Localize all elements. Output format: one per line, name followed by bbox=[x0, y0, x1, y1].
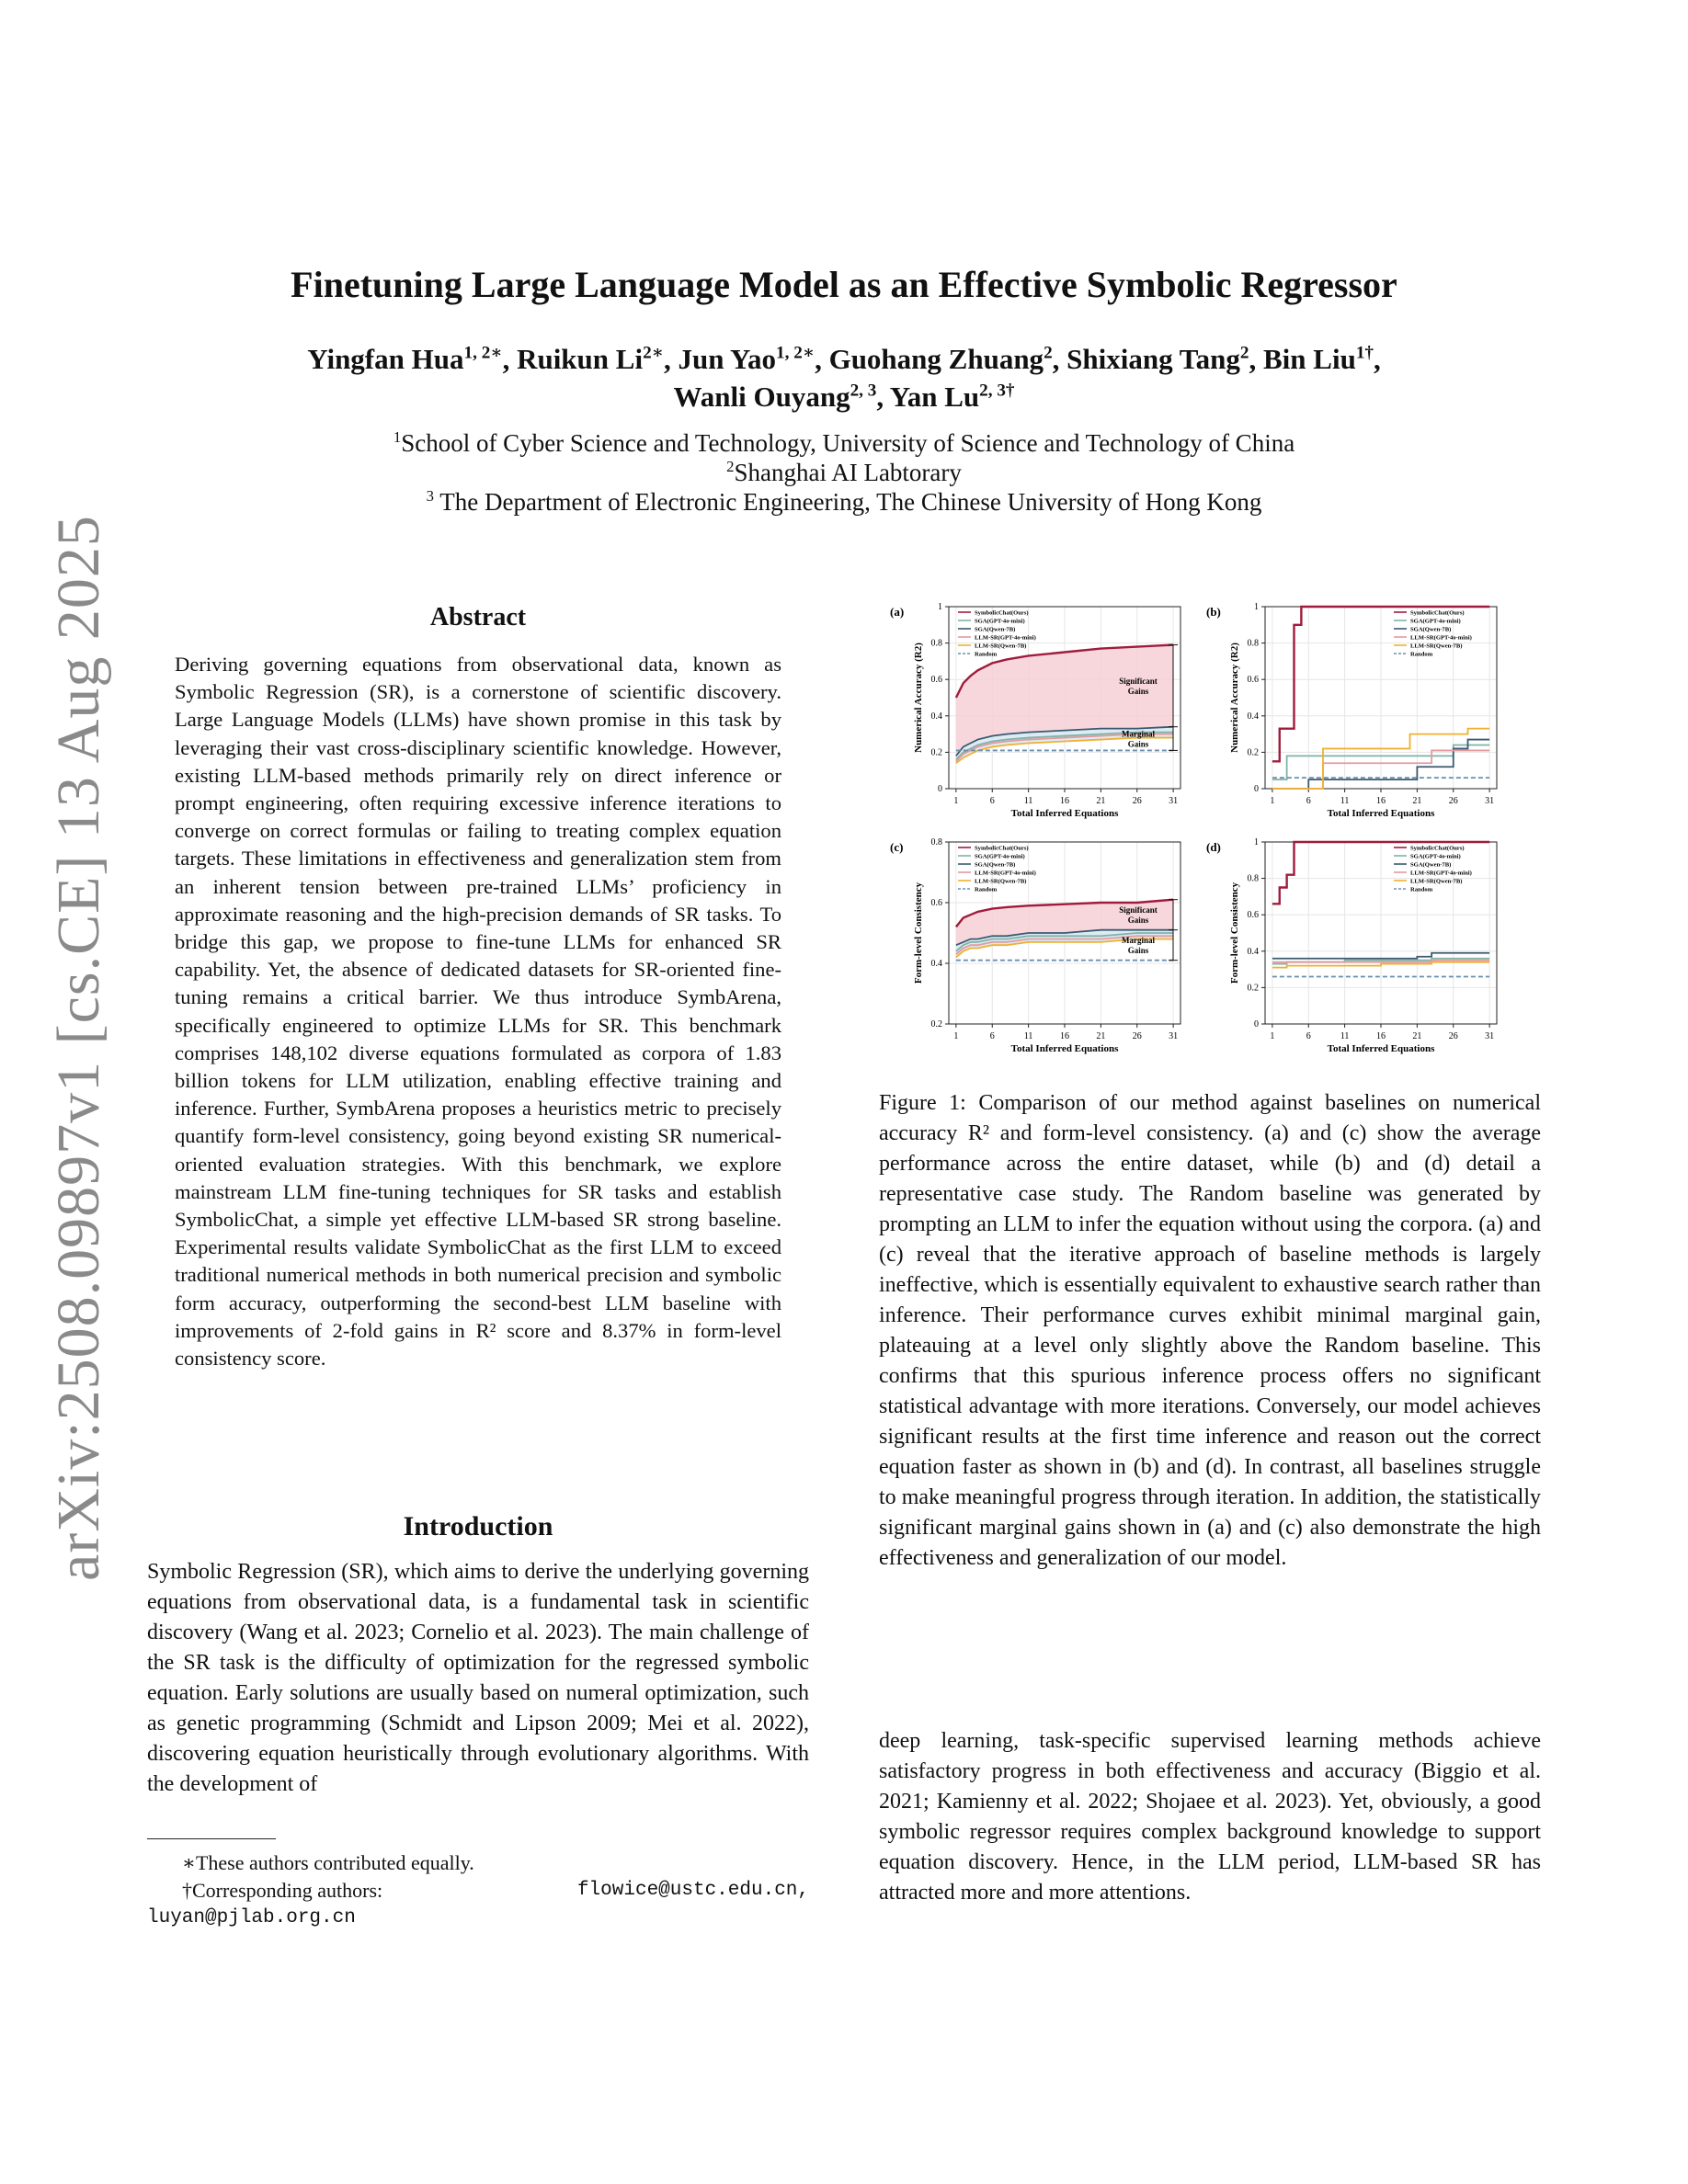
panel-label: (d) bbox=[1206, 840, 1221, 854]
y-axis-label: Numerical Accuracy (R2) bbox=[1229, 643, 1240, 753]
legend-entry: SGA(GPT-4o-mini) bbox=[975, 853, 1025, 860]
legend-entry: SymbolicChat(Ours) bbox=[1410, 845, 1465, 852]
email-link[interactable]: flowice@ustc.edu.cn, bbox=[576, 1880, 809, 1901]
x-axis-label: Total Inferred Equations bbox=[1327, 1043, 1435, 1054]
x-tick-label: 26 bbox=[1448, 796, 1458, 806]
legend-entry: SGA(Qwen-7B) bbox=[975, 861, 1016, 869]
x-axis-label: Total Inferred Equations bbox=[1327, 808, 1435, 819]
y-tick-label: 0.8 bbox=[1247, 873, 1259, 884]
legend-entry: LLM-SR(Qwen-7B) bbox=[975, 643, 1027, 650]
x-tick-label: 1 bbox=[953, 1031, 959, 1041]
x-tick-label: 21 bbox=[1096, 796, 1106, 806]
x-tick-label: 11 bbox=[1340, 1031, 1350, 1041]
annotation-significant: Gains bbox=[1127, 916, 1149, 926]
y-tick-label: 0.6 bbox=[930, 675, 942, 686]
legend-entry: LLM-SR(GPT-4o-mini) bbox=[1410, 634, 1472, 642]
affiliation-1: $^1$School of Cyber Science and Technology, University of Science and Technology of China bbox=[393, 428, 1295, 457]
x-tick-label: 11 bbox=[1023, 796, 1033, 806]
x-tick-label: 6 bbox=[989, 796, 995, 806]
y-tick-label: 0.4 bbox=[1247, 711, 1259, 722]
y-tick-label: 0.8 bbox=[930, 638, 942, 649]
email-link[interactable]: luyan@pjlab.org.cn bbox=[147, 1907, 356, 1928]
y-tick-label: 0.2 bbox=[930, 747, 942, 758]
affiliation-3: $^3$ The Department of Electronic Engineering, The Chinese University of Hong Kong bbox=[426, 487, 1262, 516]
x-tick-label: 1 bbox=[953, 796, 959, 806]
panel-label: (b) bbox=[1206, 605, 1221, 619]
x-tick-label: 1 bbox=[1270, 1031, 1275, 1041]
legend-entry: SymbolicChat(Ours) bbox=[975, 845, 1029, 852]
y-axis-label: Form-level Consistency bbox=[913, 882, 924, 984]
legend-entry: LLM-SR(Qwen-7B) bbox=[1410, 643, 1463, 650]
legend-entry: SGA(GPT-4o-mini) bbox=[975, 618, 1025, 625]
figure-panel-d bbox=[1201, 835, 1504, 1071]
x-tick-label: 16 bbox=[1376, 1031, 1386, 1041]
y-tick-label: 0.6 bbox=[930, 898, 942, 908]
y-tick-label: 0.6 bbox=[1247, 675, 1259, 686]
y-tick-label: 0.2 bbox=[1247, 747, 1259, 758]
panel-label: (a) bbox=[890, 605, 905, 619]
legend-entry: SymbolicChat(Ours) bbox=[975, 609, 1029, 617]
figure-caption: Figure 1: Comparison of our method against baselines on numerical accuracy R² and form-level consistency. (a) and (c) show the average performance across the entire dataset, while (b) and (d) detail a representative case study. The Random baseline was generated by prompting an LLM to infer the equation without using the corpora. (a) and (c) reveal that the iterative approach of baseline methods is largely ineffective, which is essentially equivalent to exhaustive search rather than inference. Their performance curves exhibit minimal marginal gain, plateauing at a level only slightly above the Random baseline. This confirms that this spurious inference process offers no significant statistical advantage with more iterations. Conversely, our model achieves significant results at the first time inference and reason out the correct equation faster as shown in (b) and (d). In contrast, all baselines struggle to make meaningful progress through iteration. In addition, the statistically significant marginal gains shown in (a) and (c) also demonstrate the high effectiveness and generalization of our model. bbox=[879, 1091, 1541, 1570]
y-axis-label: Form-level Consistency bbox=[1229, 882, 1240, 984]
author: Jun Yao$^{1, 2∗}$ bbox=[678, 343, 815, 376]
y-tick-label: 0.6 bbox=[1247, 910, 1259, 921]
y-axis-label: Numerical Accuracy (R2) bbox=[913, 643, 924, 753]
y-tick-label: 0 bbox=[938, 784, 942, 794]
figure-panel-b bbox=[1201, 599, 1504, 836]
x-tick-label: 21 bbox=[1412, 1031, 1422, 1041]
author: Wanli Ouyang$^{2, 3}$ bbox=[673, 381, 877, 413]
paper-title: Finetuning Large Language Model as an Effective Symbolic Regressor bbox=[291, 264, 1397, 305]
legend-entry: SGA(Qwen-7B) bbox=[1410, 626, 1452, 633]
x-tick-label: 6 bbox=[1306, 1031, 1311, 1041]
author-line-2: Wanli Ouyang$^{2, 3}$, Yan $Lu^{2, 3\dagger}$ bbox=[673, 381, 1015, 413]
author: Yingfan Hua$^{1, 2∗}$ bbox=[307, 343, 503, 376]
legend-entry: Random bbox=[975, 886, 998, 893]
author: Shixiang Tang$^2$ bbox=[1066, 343, 1249, 376]
panel-label: (c) bbox=[890, 840, 904, 854]
figure-panel-a bbox=[884, 599, 1188, 836]
y-tick-label: 0.4 bbox=[930, 711, 942, 722]
legend-entry: LLM-SR(Qwen-7B) bbox=[975, 878, 1027, 885]
legend-entry: SGA(Qwen-7B) bbox=[1410, 861, 1452, 869]
x-axis-label: Total Inferred Equations bbox=[1010, 808, 1119, 819]
author: Yan $Lu^{2, 3\dagger}$ bbox=[889, 381, 1015, 413]
y-tick-label: 0.4 bbox=[1247, 946, 1259, 957]
author: Bin Liu$^{1\dagger}$ bbox=[1263, 343, 1374, 376]
chart-d bbox=[1201, 835, 1504, 1066]
abstract-text: Deriving governing equations from observational data, known as Symbolic Regression (SR), is a cornerstone of scientific discovery. Large Language Models (LLMs) have shown promise in this task by leveraging their vast cross-disciplinary scientific knowledge. However, existing LLM-based methods primarily rely on direct inference or prompt engineering, often requiring excessive inference iterations to converge on correct formulas or failing to treating complex equation targets. These limitations in effectiveness and generalization stem from an inherent tension between pre-trained LLMs’ proficiency in approximate reasoning and the high-precision demands of SR tasks. To bridge this gap, we propose to fine-tune LLMs for enhanced SR capability. Yet, the absence of dedicated datasets for SR-oriented fine-tuning remains a critical barrier. We thus introduce SymbArena, specifically engineered to optimize LLMs for SR. This benchmark comprises 148,102 diverse equations formulated as corpora of 1.83 billion tokens for LLM utilization, enabling effective training and inference. Further, SymbArena proposes a heuristics metric to precisely quantify form-level consistency, going beyond existing SR numerical-oriented evaluation strategies. With this benchmark, we explore mainstream LLM fine-tuning techniques for SR tasks and establish SymbolicChat, a simple yet effective LLM-based SR strong baseline. Experimental results validate SymbolicChat as the first LLM to exceed traditional numerical methods in both numerical precision and symbolic form accuracy, outperforming the second-best LLM baseline with improvements of 2-fold gains in R² score and 8.37% in form-level consistency score. bbox=[175, 653, 781, 1371]
legend-entry: LLM-SR(Qwen-7B) bbox=[1410, 878, 1463, 885]
x-tick-label: 26 bbox=[1132, 1031, 1142, 1041]
y-tick-label: 0.8 bbox=[1247, 638, 1259, 649]
y-tick-label: 0 bbox=[1254, 1019, 1259, 1029]
introduction-heading: Introduction bbox=[403, 1511, 553, 1541]
annotation-significant: Significant bbox=[1119, 905, 1158, 916]
chart-c bbox=[884, 835, 1188, 1066]
y-tick-label: 0.4 bbox=[930, 959, 942, 969]
x-tick-label: 26 bbox=[1132, 796, 1142, 806]
x-tick-label: 26 bbox=[1448, 1031, 1458, 1041]
annotation-significant: Significant bbox=[1119, 677, 1158, 687]
legend-entry: SGA(GPT-4o-mini) bbox=[1410, 853, 1461, 860]
y-tick-label: 1 bbox=[1254, 602, 1259, 612]
annotation-marginal: Marginal bbox=[1122, 936, 1155, 946]
legend-entry: SGA(Qwen-7B) bbox=[975, 626, 1016, 633]
y-tick-label: 0.2 bbox=[1247, 983, 1259, 994]
x-tick-label: 21 bbox=[1412, 796, 1422, 806]
annotation-marginal: Gains bbox=[1127, 946, 1149, 956]
annotation-marginal: Marginal bbox=[1122, 729, 1155, 739]
x-tick-label: 31 bbox=[1169, 1031, 1179, 1041]
legend-entry: Random bbox=[1410, 886, 1433, 893]
x-tick-label: 31 bbox=[1485, 796, 1495, 806]
legend-entry: Random bbox=[975, 651, 998, 658]
chart-a bbox=[884, 599, 1188, 831]
y-tick-label: 0 bbox=[1254, 784, 1259, 794]
y-tick-label: 0.8 bbox=[930, 837, 942, 847]
y-tick-label: 1 bbox=[1254, 837, 1259, 847]
author-line-1: Yingfan Hua$^{1, 2∗}$, Ruikun $Li^{2∗}$, Jun Yao$^{1, 2∗}$, Guohang Zhuang$^2$, Shixiang Tang$^2$, Bin Liu$^{1\dagger}$, bbox=[307, 343, 1381, 376]
legend-entry: SymbolicChat(Ours) bbox=[1410, 609, 1465, 617]
introduction-text: Symbolic Regression (SR), which aims to derive the underlying governing equations from observational data, is a fundamental task in scientific discovery (Wang et al. 2023; Cornelio et al. 2023). The main challenge of the SR task is the difficulty of optimization for the regressed symbolic equation. Early solutions are usually based on numeral optimization, such as genetic programming (Schmidt and Lipson 2009; Mei et al. 2022), discovering equation heuristically through evolutionary algorithms. With the development of bbox=[147, 1560, 809, 1796]
x-tick-label: 16 bbox=[1060, 796, 1069, 806]
x-tick-label: 11 bbox=[1023, 1031, 1033, 1041]
author: Guohang Zhuang$^2$ bbox=[828, 343, 1053, 376]
x-tick-label: 16 bbox=[1060, 1031, 1069, 1041]
footnote-corresponding: †Corresponding authors: flowice@ustc.edu.cn, bbox=[182, 1877, 809, 1905]
annotation-significant: Gains bbox=[1127, 687, 1149, 697]
annotation-marginal: Gains bbox=[1127, 739, 1149, 749]
x-tick-label: 1 bbox=[1270, 796, 1275, 806]
x-tick-label: 31 bbox=[1485, 1031, 1495, 1041]
legend-entry: SGA(GPT-4o-mini) bbox=[1410, 618, 1461, 625]
y-tick-label: 1 bbox=[938, 602, 942, 612]
legend-entry: LLM-SR(GPT-4o-mini) bbox=[1410, 870, 1472, 877]
arxiv-identifier: arXiv:2508.09897v1 [cs.CE] 13 Aug 2025 bbox=[45, 515, 112, 1581]
x-tick-label: 6 bbox=[1306, 796, 1311, 806]
x-tick-label: 31 bbox=[1169, 796, 1179, 806]
x-tick-label: 11 bbox=[1340, 796, 1350, 806]
affiliation-2: $^2$Shanghai AI Labtorary bbox=[726, 458, 962, 486]
x-tick-label: 16 bbox=[1376, 796, 1386, 806]
figure-panel-c bbox=[884, 835, 1188, 1071]
author: Ruikun $Li^{2∗}$ bbox=[517, 343, 664, 376]
right-column-body: deep learning, task-specific supervised learning methods achieve satisfactory progress in both effectiveness and accuracy (Biggio et al. 2021; Kamienny et al. 2022; Shojaee et al. 2023). Yet, obviously, a good symbolic regressor requires complex background knowledge to support equation discovery. Hence, in the LLM period, LLM-based SR has attracted more and more attentions. bbox=[879, 1729, 1541, 1905]
y-tick-label: 0.2 bbox=[930, 1019, 942, 1029]
x-tick-label: 6 bbox=[989, 1031, 995, 1041]
footnote-equal: ∗These authors contributed equally. bbox=[182, 1851, 474, 1874]
legend-entry: Random bbox=[1410, 651, 1433, 658]
legend-entry: LLM-SR(GPT-4o-mini) bbox=[975, 634, 1036, 642]
x-tick-label: 21 bbox=[1096, 1031, 1106, 1041]
chart-b bbox=[1201, 599, 1504, 831]
legend-entry: LLM-SR(GPT-4o-mini) bbox=[975, 870, 1036, 877]
footnote-rule bbox=[147, 1838, 276, 1839]
x-axis-label: Total Inferred Equations bbox=[1010, 1043, 1119, 1054]
abstract-heading: Abstract bbox=[429, 603, 527, 631]
